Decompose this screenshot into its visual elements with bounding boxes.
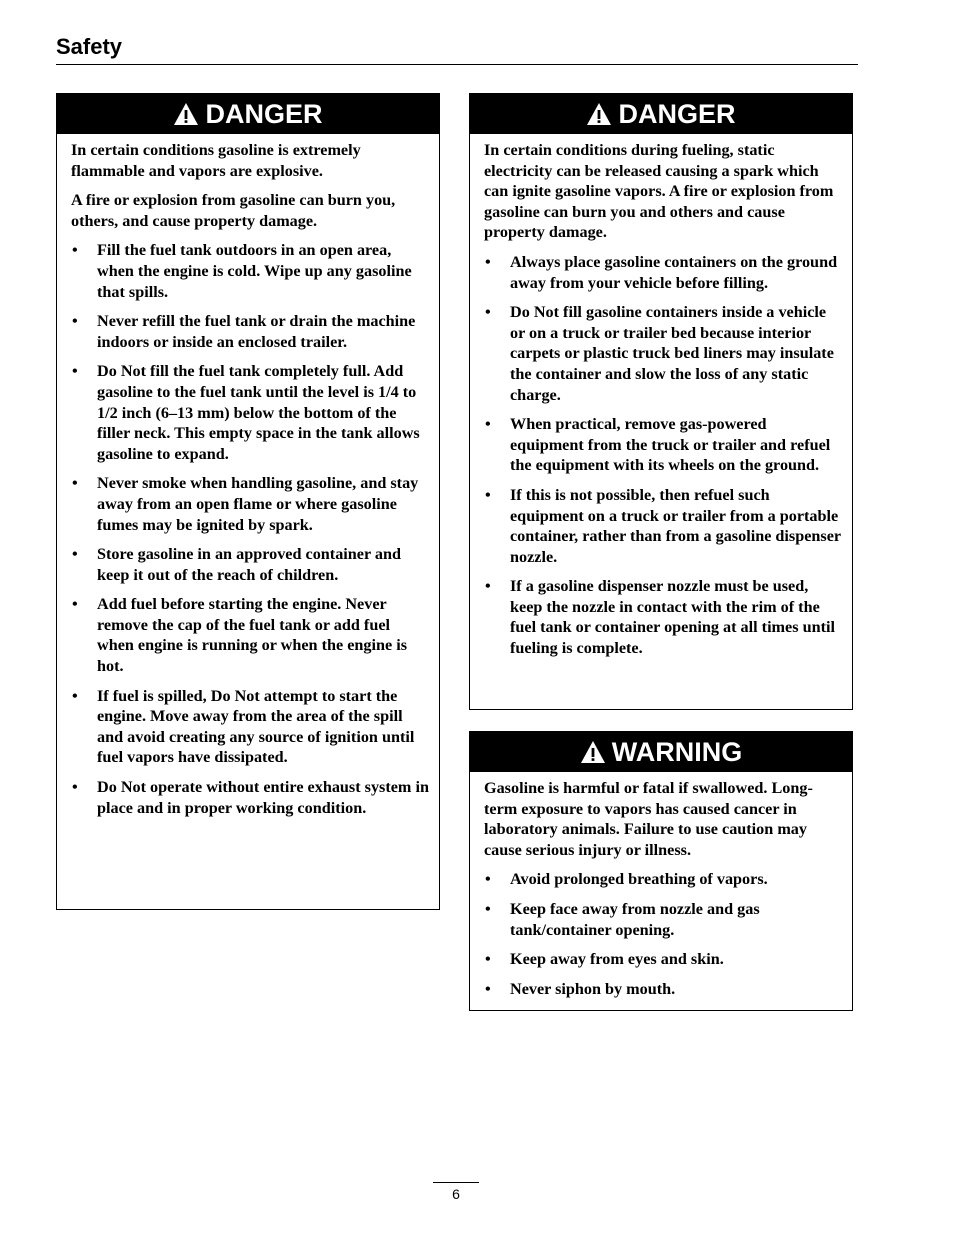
box-body — [57, 134, 439, 833]
bullet-list — [484, 252, 842, 659]
list-item: • Store gasoline in an approved container and keep it out of the reach of children. — [71, 544, 429, 585]
box-paragraph: A fire or explosion from gasoline can burn you, others, and cause property damage. — [71, 191, 396, 230]
section-title: Safety — [56, 34, 123, 59]
list-item: • Do Not fill the fuel tank completely full. Add gasoline to the fuel tank until the level is 1/4 to 1/2 inch (6–13 mm) below the bottom of the filler neck. This empty space in the tank allows gasoline to expand. — [71, 361, 429, 464]
list-item: • Fill the fuel tank outdoors in an open area, when the engine is cold. Wipe up any gasoline that spills. — [71, 240, 429, 302]
box-body — [470, 772, 852, 1014]
warning-triangle-icon — [580, 740, 606, 764]
box-heading: DANGER — [205, 98, 323, 129]
list-item: • Always place gasoline containers on the ground away from your vehicle before filling. — [484, 252, 842, 293]
list-item: • Add fuel before starting the engine. Never remove the cap of the fuel tank or add fuel when engine is running or when the engine is hot. — [71, 594, 429, 676]
box-header — [470, 94, 852, 134]
list-item: • If this is not possible, then refuel such equipment on a truck or trailer from a portable container, rather than from a gasoline dispenser nozzle. — [484, 485, 842, 567]
list-item: • If fuel is spilled, Do Not attempt to start the engine. Move away from the area of the spill and avoid creating any source of ignition until fuel vapors have dissipated. — [71, 686, 429, 768]
box-body — [470, 134, 852, 674]
list-item: • Avoid prolonged breathing of vapors. — [484, 869, 842, 890]
box-paragraph: In certain conditions during fueling, static electricity can be released causing a spark which can ignite gasoline vapors. A fire or explosion from gasoline can burn you and others and cause property damage. — [484, 141, 834, 242]
page-number: 6 — [452, 1186, 460, 1202]
list-item: • Keep away from eyes and skin. — [484, 949, 842, 970]
danger-box-static — [469, 93, 853, 710]
box-header — [470, 732, 852, 772]
box-paragraph: In certain conditions gasoline is extremely flammable and vapors are explosive. — [71, 141, 361, 180]
list-item: • Never refill the fuel tank or drain the machine indoors or inside an enclosed trailer. — [71, 311, 429, 352]
footer-rule — [433, 1182, 479, 1183]
danger-box-gasoline — [56, 93, 440, 910]
bullet-list — [71, 240, 429, 818]
warning-box-harmful — [469, 731, 853, 1011]
box-paragraph: Gasoline is harmful or fatal if swallowed. Long-term exposure to vapors has caused cancer in laboratory animals. Failure to use caution may cause serious injury or illness. — [484, 779, 813, 859]
list-item: • Do Not fill gasoline containers inside a vehicle or on a truck or trailer bed because interior carpets or plastic truck bed liners may insulate the container and slow the loss of any static charge. — [484, 302, 842, 405]
list-item: • Never smoke when handling gasoline, and stay away from an open flame or where gasoline fumes may be ignited by spark. — [71, 473, 429, 535]
warning-triangle-icon — [173, 102, 199, 126]
list-item: • Do Not operate without entire exhaust system in place and in proper working condition. — [71, 777, 429, 818]
list-item: • If a gasoline dispenser nozzle must be used, keep the nozzle in contact with the rim of the fuel tank or container opening at all times until fueling is complete. — [484, 576, 842, 658]
box-heading: WARNING — [611, 736, 743, 767]
warning-triangle-icon — [586, 102, 612, 126]
box-heading: DANGER — [618, 98, 736, 129]
box-header — [57, 94, 439, 134]
list-item: • Never siphon by mouth. — [484, 979, 842, 1000]
list-item: • Keep face away from nozzle and gas tank/container opening. — [484, 899, 842, 940]
header-rule — [56, 64, 858, 65]
bullet-list — [484, 869, 842, 999]
list-item: • When practical, remove gas-powered equipment from the truck or trailer and refuel the equipment with its wheels on the ground. — [484, 414, 842, 476]
